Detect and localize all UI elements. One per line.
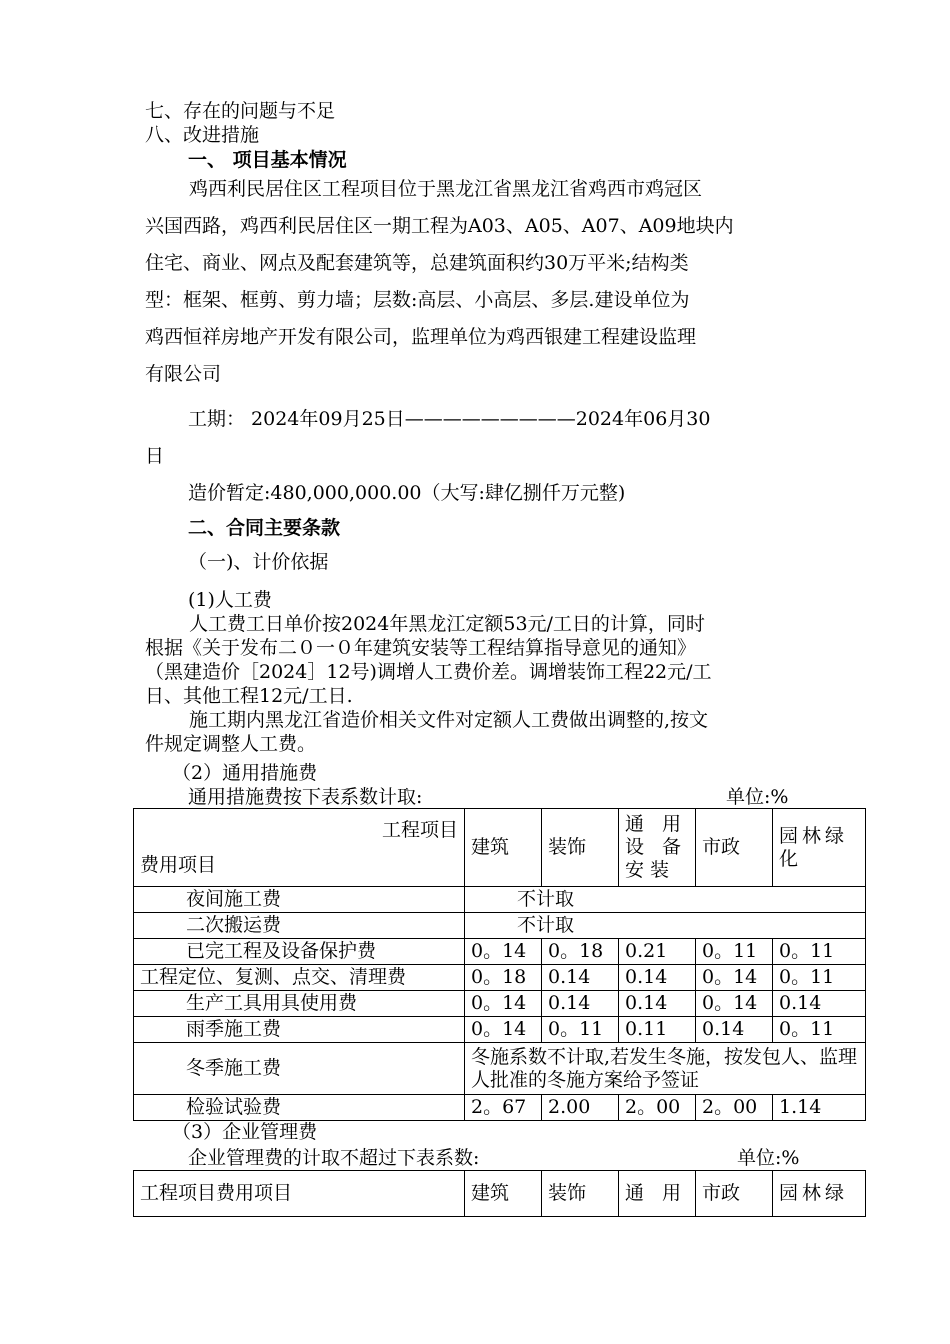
cell-value: 0。14	[465, 991, 542, 1017]
col-header: 市政	[696, 1171, 773, 1217]
cell-value: 0。11	[773, 965, 866, 991]
col-header: 市政	[696, 809, 773, 887]
row-name: 雨季施工费	[134, 1017, 465, 1043]
cell-value: 0.11	[619, 1017, 696, 1043]
cell-value: 0。18	[465, 965, 542, 991]
row-merged-value: 不计取	[465, 913, 866, 939]
table-row	[134, 965, 866, 991]
table-row	[134, 1095, 866, 1121]
table-row	[134, 1017, 866, 1043]
cell-value: 0。18	[542, 939, 619, 965]
cell-value: 0。11	[773, 1017, 866, 1043]
col-header: 装饰	[542, 809, 619, 887]
table2-unit: 单位:%	[737, 1147, 800, 1169]
header-cell: 工程项目费用项目	[134, 1171, 465, 1217]
paragraph-line: 施工期内黑龙江省造价相关文件对定额人工费做出调整的,按文	[189, 709, 709, 731]
diagonal-header-cell	[134, 809, 465, 887]
col-header: 装饰	[542, 1171, 619, 1217]
section2-heading: 二、合同主要条款	[188, 517, 341, 539]
header-project: 工程项目	[381, 818, 458, 841]
cell-value: 0.21	[619, 939, 696, 965]
cell-value: 0.14	[773, 991, 866, 1017]
construction-period: 工期： 2024年09月25日—————————2024年06月30	[188, 408, 711, 430]
cell-value: 0。14	[696, 965, 773, 991]
paragraph-line: 有限公司	[145, 363, 222, 385]
paragraph-line: 住宅、商业、网点及配套建筑等，总建筑面积约30万平米;结构类	[145, 252, 689, 274]
col-header: 建筑	[465, 809, 542, 887]
table-row	[134, 1043, 866, 1095]
table1-unit: 单位:%	[726, 786, 789, 808]
row-name: 检验试验费	[134, 1095, 465, 1121]
cell-value: 0.14	[542, 991, 619, 1017]
construction-period-cont: 日	[145, 445, 165, 467]
row-name: 二次搬运费	[134, 913, 465, 939]
toc-item-8: 八、改进措施	[145, 124, 260, 146]
row-name: 工程定位、复测、点交、清理费	[134, 965, 465, 991]
row-name: 生产工具用具使用费	[134, 991, 465, 1017]
general-measures-table	[133, 808, 866, 1121]
cell-value: 0。11	[696, 939, 773, 965]
toc-item-7: 七、存在的问题与不足	[145, 100, 336, 122]
table1-caption: 通用措施费按下表系数计取:	[188, 786, 423, 808]
table2-caption: 企业管理费的计取不超过下表系数:	[188, 1147, 480, 1169]
paragraph-line: 型：框架、框剪、剪力墙；层数:高层、小高层、多层.建设单位为	[145, 289, 690, 311]
row-name: 冬季施工费	[134, 1043, 465, 1095]
cell-value: 0。14	[465, 1017, 542, 1043]
cell-value: 0。14	[696, 991, 773, 1017]
paragraph-line: 根据《关于发布二０一０年建筑安装等工程结算指导意见的通知》	[145, 637, 697, 659]
row-name: 夜间施工费	[134, 887, 465, 913]
project-description	[145, 171, 810, 393]
col-header: 园林绿	[773, 1171, 866, 1217]
table-row	[134, 887, 866, 913]
col-header: 园林绿化	[773, 809, 866, 887]
col-header: 通 用	[619, 1171, 696, 1217]
cell-value: 2。00	[696, 1095, 773, 1121]
table-header-row	[134, 1171, 866, 1217]
cell-value: 0.14	[542, 965, 619, 991]
cell-value: 0.14	[619, 965, 696, 991]
paragraph-line: 鸡西利民居住区工程项目位于黑龙江省黑龙江省鸡西市鸡冠区	[189, 178, 703, 200]
cell-value: 2。00	[619, 1095, 696, 1121]
table-header-row	[134, 809, 866, 887]
row-merged-value: 冬施系数不计取,若发生冬施，按发包人、监理人批准的冬施方案给予签证	[465, 1043, 866, 1095]
col-header: 通 用 设 备 安装	[619, 809, 696, 887]
paragraph-line: 兴国西路，鸡西利民居住区一期工程为A03、A05、A07、A09地块内	[145, 215, 734, 237]
price-estimate: 造价暂定:480,000,000.00（大写:肆亿捌仟万元整)	[188, 482, 626, 504]
paragraph-line: （黑建造价［2024］12号)调增人工费价差。调增装饰工程22元/工	[145, 661, 712, 683]
table-row	[134, 991, 866, 1017]
section1-heading: 一、 项目基本情况	[188, 149, 347, 171]
row-name: 已完工程及设备保护费	[134, 939, 465, 965]
management-fee-table	[133, 1170, 866, 1217]
row-merged-value: 不计取	[465, 887, 866, 913]
cell-value: 1.14	[773, 1095, 866, 1121]
labor-cost-text	[145, 612, 810, 756]
paragraph-line: 鸡西恒祥房地产开发有限公司，监理单位为鸡西银建工程建设监理	[145, 326, 697, 348]
cell-value: 0。11	[773, 939, 866, 965]
paragraph-line: 人工费工日单价按2024年黑龙江定额53元/工日的计算，同时	[189, 613, 705, 635]
cell-value: 0.14	[619, 991, 696, 1017]
paragraph-line: 件规定调整人工费。	[145, 733, 317, 755]
cell-value: 0.14	[696, 1017, 773, 1043]
table-row	[134, 913, 866, 939]
management-fee-heading: （3）企业管理费	[172, 1121, 318, 1143]
paragraph-line: 日、其他工程12元/工日.	[145, 685, 353, 707]
cell-value: 2.00	[542, 1095, 619, 1121]
labor-cost-heading: (1)人工费	[188, 589, 272, 611]
table-row	[134, 939, 866, 965]
general-measures-heading: （2）通用措施费	[172, 762, 318, 784]
cell-value: 0。11	[542, 1017, 619, 1043]
cell-value: 0。14	[465, 939, 542, 965]
col-header: 建筑	[465, 1171, 542, 1217]
header-fee-item: 费用项目	[140, 853, 217, 876]
cell-value: 2。67	[465, 1095, 542, 1121]
pricing-basis-heading: （一)、计价依据	[188, 551, 329, 573]
